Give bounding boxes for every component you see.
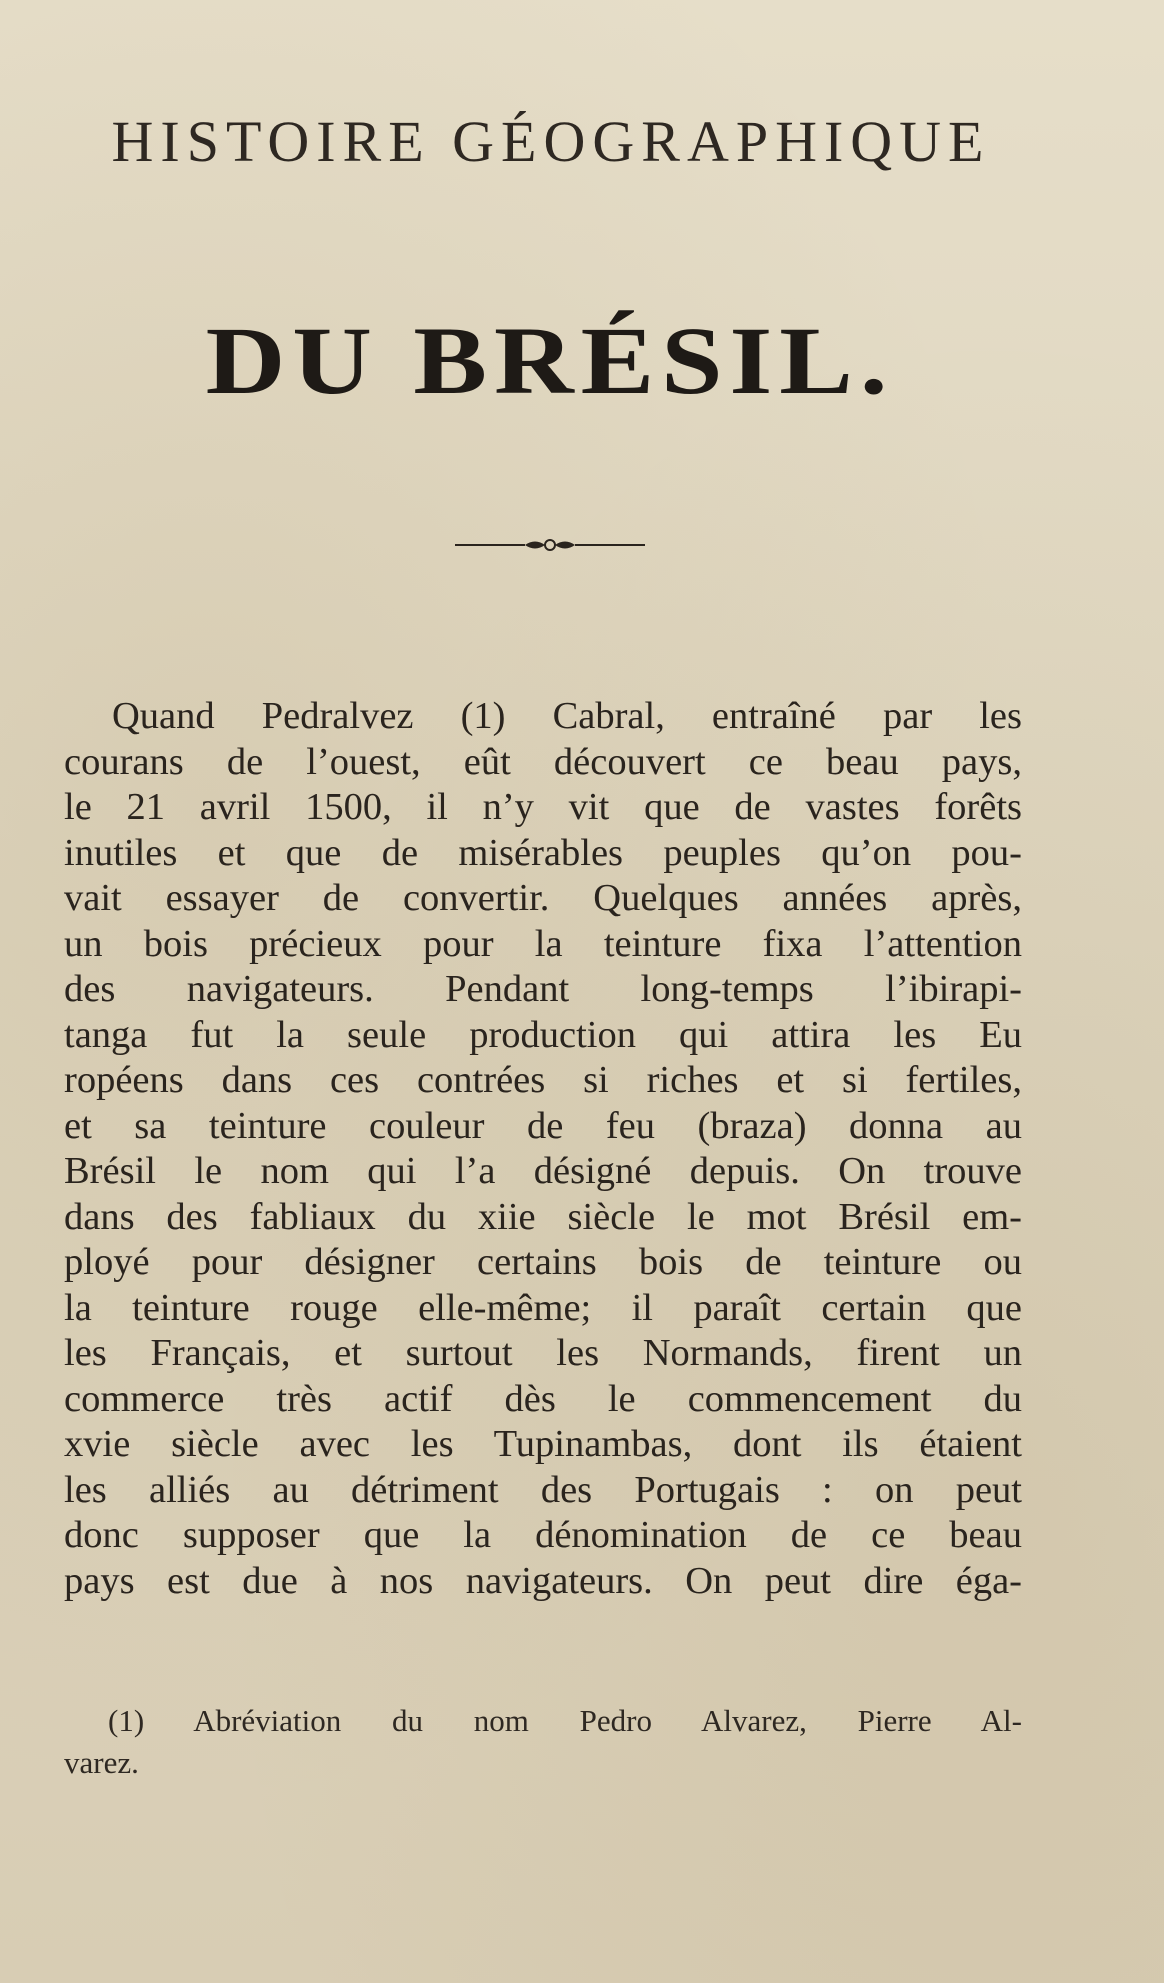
text-line: Quand Pedralvez (1) Cabral, entraîné par les bbox=[112, 695, 1022, 737]
footnote bbox=[64, 1700, 1022, 1784]
text-line: inutiles et que de misérables peuples qu’on pou- bbox=[64, 831, 1022, 874]
text-line: vait essayer de convertir. Quelques années après, bbox=[64, 877, 1022, 919]
text-line: courans de l’ouest, eût découvert ce beau pays, bbox=[64, 740, 1022, 783]
footnote-line: (1) Abréviation du nom Pedro Alvarez, Pierre Al- bbox=[108, 1703, 1022, 1738]
text-line: et sa teinture couleur de feu (braza) donna au bbox=[64, 1104, 1022, 1147]
text-line: donc supposer que la dénomination de ce beau bbox=[64, 1514, 1022, 1556]
show-through-text bbox=[20, 140, 1140, 740]
text-line: Brésil le nom qui l’a désigné depuis. On trouve bbox=[64, 1150, 1022, 1192]
text-line: un bois précieux pour la teinture fixa l’attention bbox=[64, 922, 1022, 965]
text-line: commerce très actif dès le commencement du bbox=[64, 1377, 1022, 1420]
text-line: dans des fabliaux du xiie siècle le mot Brésil em- bbox=[64, 1195, 1022, 1238]
text-line: pays est due à nos navigateurs. On peut dire éga- bbox=[64, 1559, 1022, 1602]
main-title: DU BRÉSIL. bbox=[205, 307, 895, 414]
text-line: la teinture rouge elle-même; il paraît certain que bbox=[64, 1286, 1022, 1329]
ornament-divider-icon bbox=[450, 530, 650, 560]
footnote-line: varez. bbox=[64, 1745, 139, 1780]
text-line: les Français, et surtout les Normands, firent un bbox=[64, 1332, 1022, 1374]
body-paragraph bbox=[64, 694, 1022, 1604]
text-line: des navigateurs. Pendant long-temps l’ibirapi- bbox=[64, 968, 1022, 1010]
text-line: ployé pour désigner certains bois de teinture ou bbox=[64, 1241, 1022, 1283]
text-line: les alliés au détriment des Portugais : on peut bbox=[64, 1468, 1022, 1511]
text-line: xvie siècle avec les Tupinambas, dont ils étaient bbox=[64, 1423, 1022, 1465]
text-line: ropéens dans ces contrées si riches et si fertiles, bbox=[64, 1059, 1022, 1101]
text-line: le 21 avril 1500, il n’y vit que de vastes forêts bbox=[64, 786, 1022, 828]
running-title: HISTOIRE GÉOGRAPHIQUE bbox=[111, 109, 991, 174]
text-line: tanga fut la seule production qui attira les Eu bbox=[64, 1013, 1022, 1056]
